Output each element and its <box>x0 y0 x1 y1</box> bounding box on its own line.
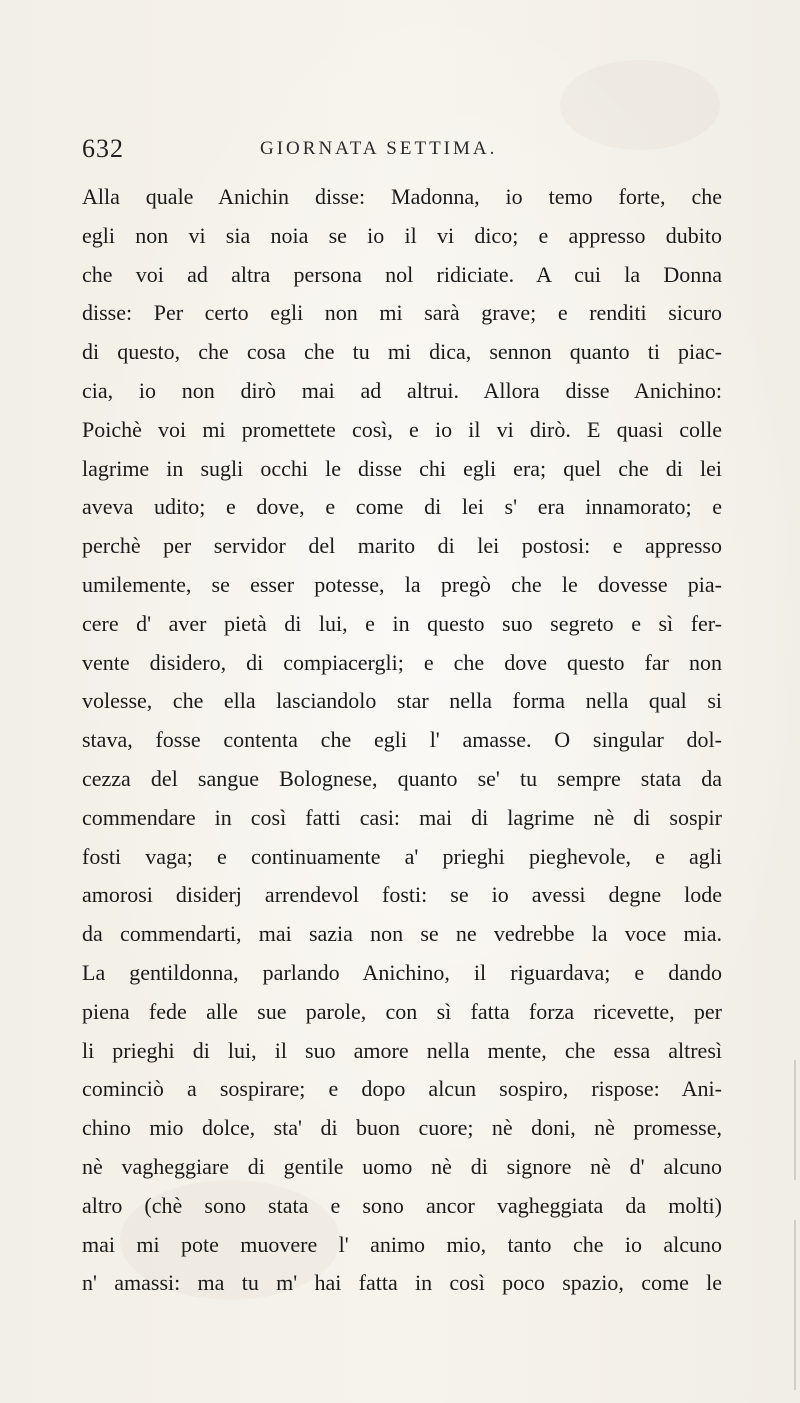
page-number: 632 <box>82 134 124 163</box>
text-line: cia, io non dirò mai ad altrui. Allora disse Anichino: <box>82 377 722 403</box>
text-line: umilemente, se esser potesse, la pregò che le dovesse pia- <box>82 571 722 597</box>
text-line: Poichè voi mi promettete così, e io il vi dirò. E quasi colle <box>82 416 722 442</box>
text-line: che voi ad altra persona nol ridiciate. A cui la Donna <box>82 261 722 287</box>
text-line: cezza del sangue Bolognese, quanto se' tu sempre stata da <box>82 765 722 791</box>
text-line: di questo, che cosa che tu mi dica, sennon quanto ti piac- <box>82 339 722 365</box>
page-edge-mark <box>794 1060 796 1180</box>
page-edge-mark <box>794 1220 796 1390</box>
text-line: commendare in così fatti casi: mai di lagrime nè di sospir <box>82 804 722 830</box>
text-line: cere d' aver pietà di lui, e in questo suo segreto e sì fer- <box>82 610 722 636</box>
text-line: nè vagheggiare di gentile uomo nè di signore nè d' alcuno <box>82 1153 722 1179</box>
text-line: Alla quale Anichin disse: Madonna, io temo forte, che <box>82 184 722 209</box>
text-line: volesse, che ella lasciandolo star nella forma nella qual si <box>82 688 722 714</box>
text-line: mai mi pote muovere l' animo mio, tanto che io alcuno <box>82 1231 722 1257</box>
text-line: altro (chè sono stata e sono ancor vagheggiata da molti) <box>82 1192 722 1218</box>
text-line: chino mio dolce, sta' di buon cuore; nè doni, nè promesse, <box>82 1115 722 1141</box>
text-line: da commendarti, mai sazia non se ne vedrebbe la voce mia. <box>82 921 722 947</box>
text-line: cominciò a sospirare; e dopo alcun sospiro, rispose: Ani- <box>82 1076 722 1102</box>
text-line: li prieghi di lui, il suo amore nella mente, che essa altresì <box>82 1037 722 1063</box>
text-line: egli non vi sia noia se io il vi dico; e appresso dubito <box>82 222 722 248</box>
text-line: piena fede alle sue parole, con sì fatta forza ricevette, per <box>82 998 722 1024</box>
text-line: aveva udito; e dove, e come di lei s' era innamorato; e <box>82 494 722 520</box>
text-line: La gentildonna, parlando Anichino, il riguardava; e dando <box>82 959 722 985</box>
text-line: stava, fosse contenta che egli l' amasse. O singular dol- <box>82 727 722 753</box>
text-line: disse: Per certo egli non mi sarà grave; e renditi sicuro <box>82 300 722 326</box>
text-line: lagrime in sugli occhi le disse chi egli era; quel che di lei <box>82 455 722 481</box>
body-text <box>82 178 722 1303</box>
running-title: GIORNATA SETTIMA. <box>260 138 498 159</box>
text-line: vente disidero, di compiacergli; e che dove questo far non <box>82 649 722 675</box>
text-line: perchè per servidor del marito di lei postosi: e appresso <box>82 533 722 559</box>
text-line: n' amassi: ma tu m' hai fatta in così poco spazio, come le <box>82 1270 722 1296</box>
text-line: amorosi disiderj arrendevol fosti: se io avessi degne lode <box>82 882 722 908</box>
text-line: fosti vaga; e continuamente a' prieghi pieghevole, e agli <box>82 843 722 869</box>
running-head <box>82 134 722 166</box>
